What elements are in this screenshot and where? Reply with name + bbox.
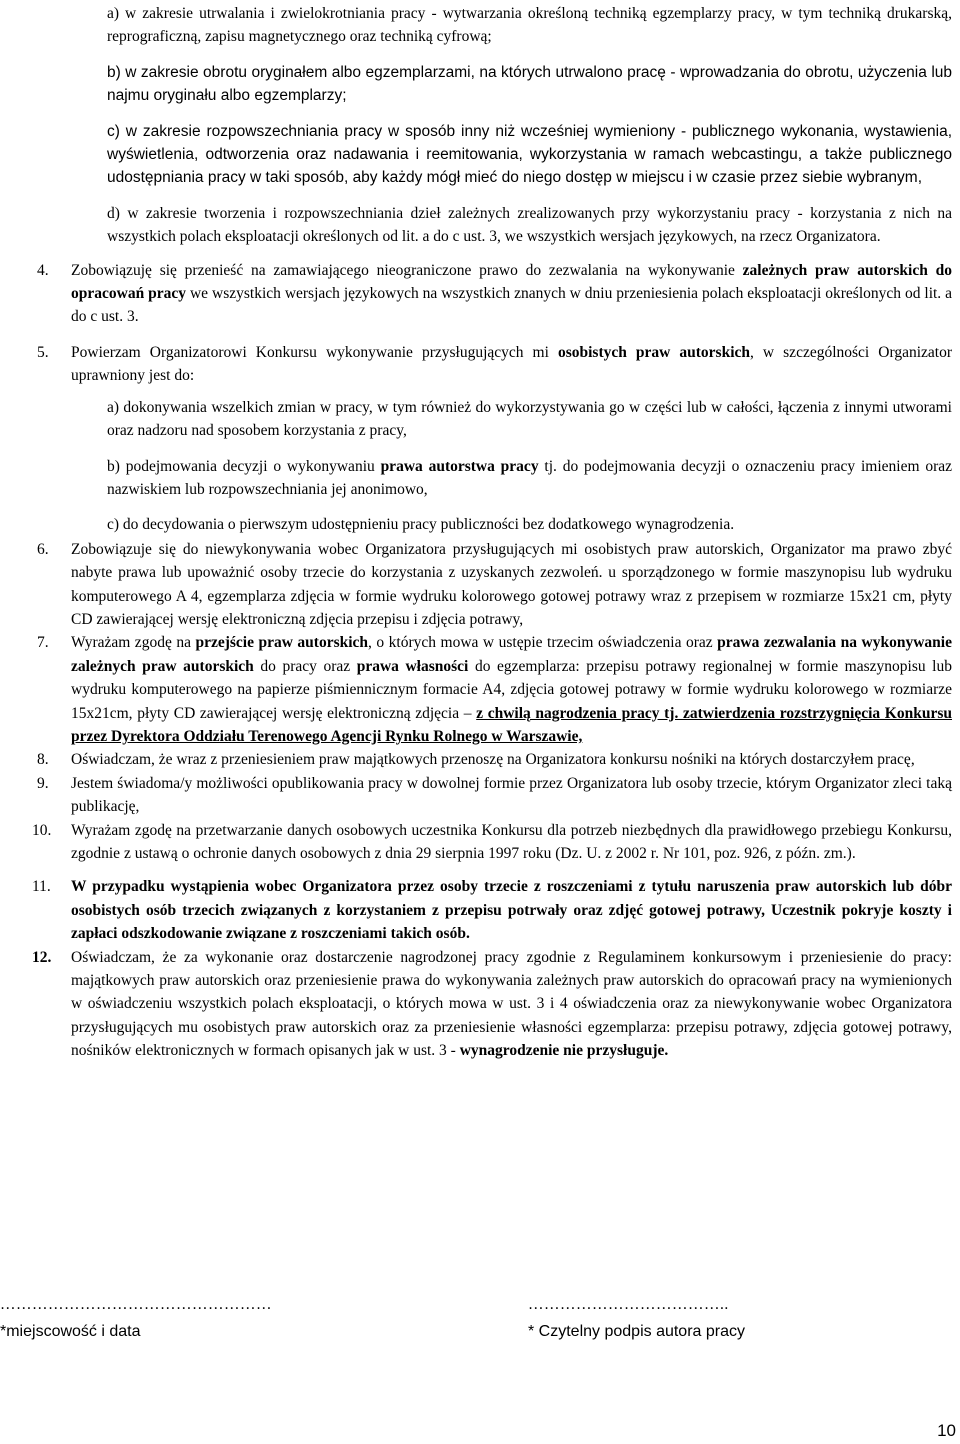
item-text: , o których mowa w ustępie trzecim oświadczenia oraz bbox=[368, 634, 718, 652]
item-bold: wynagrodzenie nie przysługuje. bbox=[459, 1042, 669, 1060]
subitem-5a: a) dokonywania wszelkich zmian w pracy, w tym również do wykorzystywania go w części lub w całości, łączenia z innymi utworami oraz nadzoru nad sposobem korzystania z pracy, bbox=[107, 398, 952, 440]
item-text: Jestem świadoma/y możliwości opublikowania pracy w dowolnej formie przez Organizatora lub osoby trzecie, którym Organizator zleci taką publikację, bbox=[71, 774, 952, 816]
subitem-list-3 bbox=[0, 2, 960, 249]
item-number: 6. bbox=[37, 540, 49, 558]
item-bold: zależnych praw autorskich do opracowań pracy bbox=[71, 261, 953, 303]
item-number: 11. bbox=[32, 878, 51, 896]
item-number: 8. bbox=[37, 751, 49, 769]
subitem-5c: c) do decydowania o pierwszym udostępnieniu pracy publiczności bez dodatkowego wynagrodzenia. bbox=[107, 516, 735, 534]
item-10 bbox=[0, 819, 960, 866]
item-bold: prawa własności bbox=[356, 657, 469, 675]
item-bold: prawa zezwalania na wykonywanie zależnych praw autorskich bbox=[71, 634, 952, 675]
item-bold: prawa autorstwa pracy bbox=[380, 457, 539, 475]
item-bold: W przypadku wystąpienia wobec Organizatora przez osoby trzecie z roszczeniami z tytułu naruszenia praw autorskich lub dóbr osobistych osób trzecich związanych z korzystaniem z przepisu potrwały oraz zdjęć gotowej potrawy, Uczestnik pokryje koszty i zapłaci odszkodowanie związane z roszczeniami takich osób. bbox=[71, 878, 952, 943]
item-5 bbox=[0, 341, 960, 388]
item-text: Zobowiązuje się do niewykonywania wobec Organizatora przysługujących mi osobistych praw autorskich, Organizator ma prawo zbyć nabyte prawa lub upoważnić osoby trzecie do korzystania z uzyskanych zezwoleń. u sporządzonego w formie maszynopisu lub wydruku komputerowego A 4, egzemplarza zdjęcia w formie wydruku kolorowego gotowej potrawy wraz z przepisem w rozmiarze 15x21 cm, płyty CD zawierającej wersję elektroniczną zdjęcia przepisu i zdjęcia potrawy, bbox=[71, 540, 952, 628]
item-bold: osobistych praw autorskich bbox=[557, 343, 751, 361]
item-text: Wyrażam zgodę na przetwarzanie danych osobowych uczestnika Konkursu dla potrzeb niezbędnych dla prawidłowego przebiegu Konkursu, zgodnie z ustawą o ochronie danych osobowych z dnia 29 sierpnia 1997 roku (Dz. U. z 2002 r. Nr 101, poz. 926, z późn. zm.). bbox=[71, 821, 952, 862]
page-number: 10 bbox=[937, 1421, 956, 1440]
subitem-c: c) w zakresie rozpowszechniania pracy w sposób inny niż wcześniej wymieniony - publicznego wykonania, wystawienia, wyświetlenia, odtworzenia oraz nadawania i reemitowania, wykorzystania w ramach webcastingu, a także publicznego udostępniania pracy w taki sposób, aby każdy mógł mieć do niego dostęp w miejscu i w czasie przez siebie wybranym, bbox=[107, 122, 952, 187]
item-text: , w szczególności Organizator uprawniony jest do: bbox=[71, 343, 953, 385]
item-text: do pracy oraz bbox=[253, 657, 357, 675]
item-number: 12. bbox=[32, 948, 52, 966]
item-11 bbox=[0, 875, 960, 945]
subitem-a: a) w zakresie utrwalania i zwielokrotniania pracy - wytwarzania określoną techniką egzemplarzy pracy, w tym techniką drukarską, reprograficzną, zapisu magnetycznego oraz techniką cyfrową; bbox=[107, 5, 952, 46]
item-text: Powierzam Organizatorowi Konkursu wykonywanie przysługujących mi bbox=[71, 343, 558, 361]
item-text: Wyrażam zgodę na bbox=[71, 634, 196, 652]
item-text: Zobowiązuję się przenieść na zamawiającego nieograniczone prawo do zezwalania na wykonywanie bbox=[71, 261, 743, 279]
item-12 bbox=[0, 946, 960, 1063]
subitem-b: b) w zakresie obrotu oryginałem albo egzemplarzami, na których utrwalono pracę - wprowadzania do obrotu, użyczenia lub najmu oryginału albo egzemplarzy; bbox=[107, 63, 952, 105]
item-text: b) podejmowania decyzji o wykonywaniu bbox=[107, 457, 381, 475]
item-4 bbox=[0, 259, 960, 329]
subitem-5b bbox=[107, 455, 952, 502]
item-number: 4. bbox=[37, 261, 49, 279]
item-text: Oświadczam, że wraz z przeniesieniem praw majątkowych przenoszę na Organizatora konkursu nośniki na których dostarczyłem pracę, bbox=[71, 751, 915, 769]
item-6 bbox=[0, 538, 960, 632]
item-number: 7. bbox=[37, 634, 49, 652]
signature-label: * Czytelny podpis autora pracy bbox=[528, 1323, 745, 1340]
item-7 bbox=[0, 631, 960, 748]
item-text: do egzemplarza: przepisu potrawy regionalnej w formie maszynopisu lub wydruku komputerowego na papierze piśmiennicznym formacie A4, zdjęcia gotowej potrawy w formie wydruku kolorowego w rozmiarze 15x21cm, płyty CD zawierającej wersję elektroniczną zdjęcia – bbox=[71, 657, 952, 722]
item-number: 10. bbox=[32, 821, 52, 839]
item-bold: przejście praw autorskich bbox=[195, 634, 369, 652]
item-text: we wszystkich wersjach językowych na wszystkich znanych w dniu przeniesienia polach eksploatacji określonych od lit. a do c ust. 3. bbox=[71, 285, 953, 326]
item-text: tj. do podejmowania decyzji o oznaczeniu pracy imieniem oraz nazwiskiem lub rozpowszechniania jej anonimowo, bbox=[107, 457, 952, 498]
item-underlined: z chwilą nagrodzenia pracy tj. zatwierdzenia rozstrzygnięcia Konkursu przez Dyrektora Oddziału Terenowego Agencji Rynku Rolnego w Warszawie, bbox=[71, 704, 953, 745]
item-9 bbox=[0, 772, 960, 819]
place-date-line: …………………………………………… bbox=[0, 1296, 272, 1313]
subitem-d: d) w zakresie tworzenia i rozpowszechniania dzieł zależnych zrealizowanych przy wykorzystaniu pracy - korzystania z nich na wszystkich polach eksploatacji określonych od lit. a do c ust. 3, we wszystkich wersjach językowych, na rzecz Organizatora. bbox=[107, 204, 952, 246]
subitem-list-5 bbox=[0, 396, 960, 537]
item-number: 9. bbox=[37, 774, 49, 792]
signature-line: ……………………………….. bbox=[528, 1296, 729, 1313]
item-number: 5. bbox=[37, 343, 49, 361]
place-date-label: *miejscowość i data bbox=[0, 1323, 141, 1340]
item-8 bbox=[0, 748, 960, 771]
item-text: Oświadczam, że za wykonanie oraz dostarczenie nagrodzonej pracy zgodnie z Regulaminem konkursowym i przeniesienie do pracy: majątkowych praw autorskich oraz przeniesienie prawa do wykonywania zależnych praw autorskich do opracowań pracy na wymienionych w oświadczeniu wszystkich polach eksploatacji, o których mowa w ust. 3 i 4 oświadczenia oraz za niewykonywanie wobec Organizatora przysługujących mu osobistych praw autorskich oraz za przeniesienie własności egzemplarza: przepisu potrawy, zdjęcia gotowej potrawy, nośników elektronicznych w formach opisanych jak w ust. 3 - bbox=[71, 948, 952, 1060]
